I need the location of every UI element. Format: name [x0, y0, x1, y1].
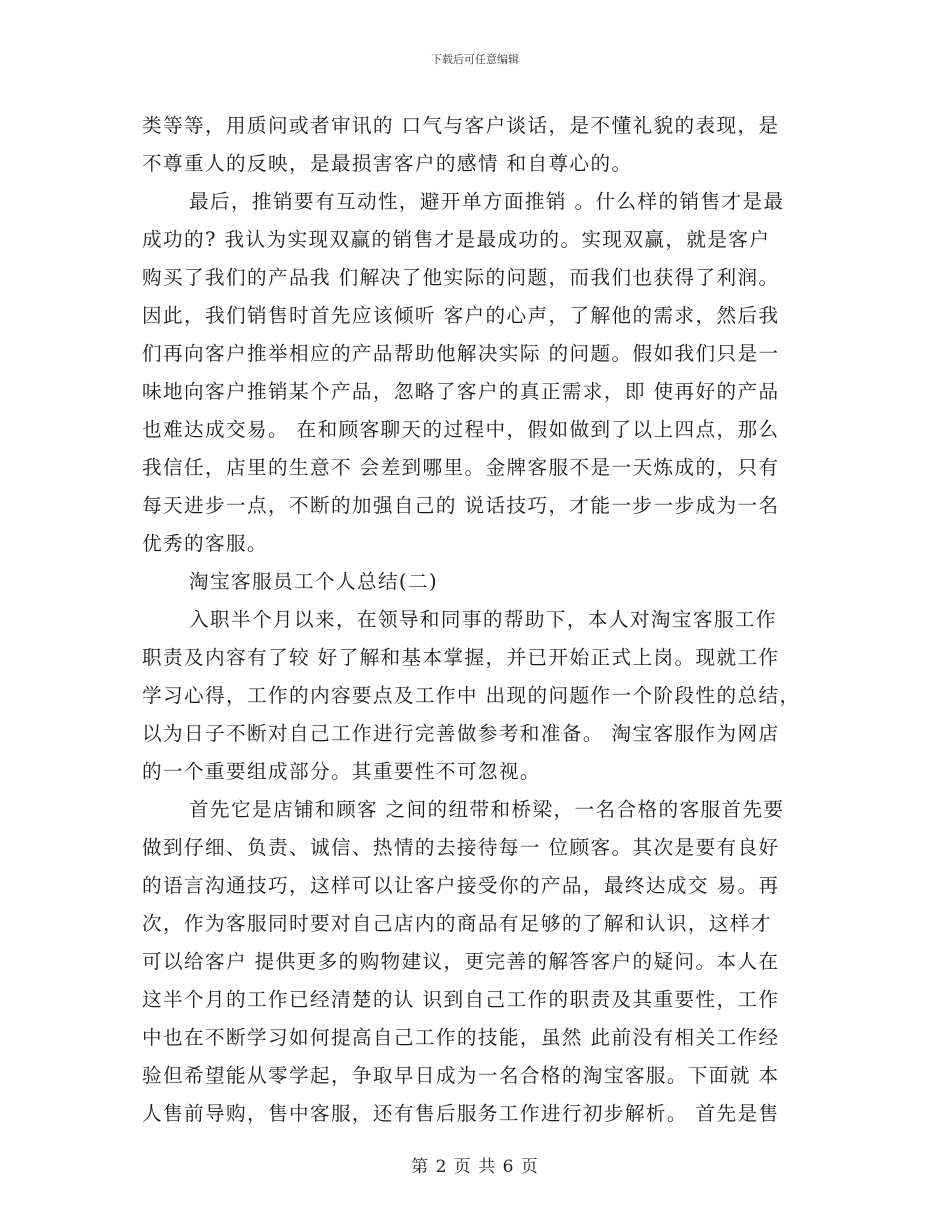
text-line: 每天进步一点，不断的加强自己的 说话技巧，才能一步一步成为一名: [142, 494, 780, 517]
text-line: 做到仔细、负责、诚信、热情的去接待每一 位顾客。其次是要有良好: [142, 836, 780, 859]
text-line: 因此，我们销售时首先应该倾听 客户的心声，了解他的需求，然后我: [142, 304, 780, 327]
text-line: 不尊重人的反映，是最损害客户的感情 和自尊心的。: [142, 152, 633, 175]
text-line: 的语言沟通技巧，这样可以让客户接受你的产品，最终达成交 易。再: [142, 874, 780, 897]
text-line: 购买了我们的产品我 们解决了他实际的问题，而我们也获得了利润。: [142, 266, 780, 289]
text-line: 这半个月的工作已经清楚的认 识到自己工作的职责及其重要性，工作: [142, 988, 780, 1011]
page-number-footer: 第 2 页 共 6 页: [411, 1157, 539, 1177]
text-line: 们再向客户推举相应的产品帮助他解决实际 的问题。假如我们只是一: [142, 342, 780, 365]
text-line: 类等等，用质问或者审讯的 口气与客户谈话，是不懂礼貌的表现，是: [142, 114, 780, 137]
paragraph-start-line: 入职半个月以来，在领导和同事的帮助下，本人对淘宝客服工作: [189, 608, 777, 631]
text-line: 职责及内容有了较 好了解和基本掌握，并已开始正式上岗。现就工作: [142, 646, 780, 669]
text-line: 的一个重要组成部分。其重要性不可忽视。: [142, 760, 541, 783]
text-line: 也难达成交易。 在和顾客聊天的过程中，假如做到了以上四点，那么: [142, 418, 780, 441]
text-line: 学习心得，工作的内容要点及工作中 出现的问题作一个阶段性的总结，: [142, 684, 801, 707]
text-line: 以为日子不断对自己工作进行完善做参考和准备。 淘宝客服作为网店: [142, 722, 780, 745]
text-line: 优秀的客服。: [142, 532, 268, 555]
text-line: 人售前导购，售中客服，还有售后服务工作进行初步解析。 首先是售: [142, 1102, 780, 1125]
page-header: 下载后可任意编辑: [431, 53, 519, 66]
text-line: 我信任，店里的生意不 会差到哪里。金牌客服不是一天炼成的，只有: [142, 456, 780, 479]
text-line: 味地向客户推销某个产品，忽略了客户的真正需求，即 使再好的产品: [142, 380, 780, 403]
paragraph-start-line: 首先它是店铺和顾客 之间的纽带和桥梁，一名合格的客服首先要: [189, 798, 785, 821]
text-line: 验但希望能从零学起，争取早日成为一名合格的淘宝客服。下面就 本: [142, 1064, 780, 1087]
text-line: 次，作为客服同时要对自己店内的商品有足够的了解和认识，这样才: [142, 912, 772, 935]
paragraph-start-line: 最后，推销要有互动性，避开单方面推销 。什么样的销售才是最: [189, 190, 785, 213]
document-body: [142, 107, 812, 1133]
section-heading: 淘宝客服员工个人总结(二): [189, 570, 439, 593]
text-line: 中也在不断学习如何提高自己工作的技能，虽然 此前没有相关工作经: [142, 1026, 780, 1049]
text-line: 成功的? 我认为实现双赢的销售才是最成功的。实现双赢，就是客户: [142, 228, 771, 251]
text-line: 可以给客户 提供更多的购物建议，更完善的解答客户的疑问。本人在: [142, 950, 780, 973]
